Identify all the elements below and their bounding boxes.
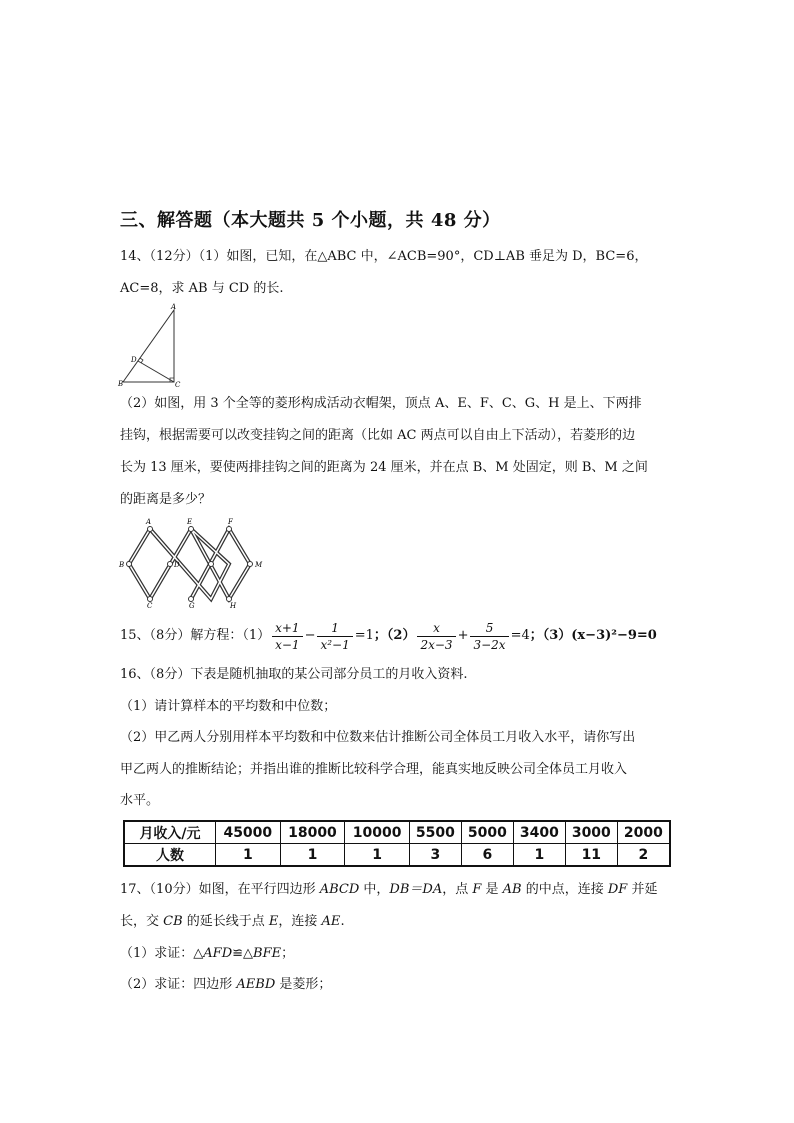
- q15-sep2: ；（2）: [373, 628, 416, 643]
- q16-line5: 水平。: [120, 793, 160, 808]
- table-cell: 45000: [216, 821, 281, 844]
- q16-line4: 甲乙两人的推断结论；并指出谁的推断比较科学合理，能真实地反映公司全体员工月收入: [120, 762, 628, 777]
- eq2-rhs: =4: [510, 628, 530, 643]
- q17-line2: 长，交 CB 的延长线于点 E，连接 AE.: [120, 914, 345, 929]
- label-c: C: [175, 381, 181, 389]
- label-d: D: [131, 356, 137, 364]
- label-c: C: [147, 602, 153, 610]
- label-f: F: [228, 518, 233, 526]
- table-cell: 5000: [461, 821, 513, 844]
- label-a: A: [171, 303, 177, 311]
- eq2-fraction-2: $\frac{5}{3-2x}$: [470, 620, 508, 653]
- q17-line3: （1）求证：△AFD≌△BFE；: [120, 946, 295, 961]
- label-h: H: [230, 602, 237, 610]
- eq1-fraction-2: $\frac{1}{\text{x²−1}}$: [317, 620, 352, 653]
- eq2-fraction-1: $\frac{x}{2x-3}$: [417, 620, 455, 653]
- table-cell: 1: [513, 844, 565, 867]
- q14-part2-line1: （2）如图，用 3 个全等的菱形构成活动衣帽架，顶点 A、E、F、C、G、H 是上、下两排: [120, 396, 642, 411]
- triangle-figure: [115, 300, 185, 390]
- label-a: A: [146, 518, 152, 526]
- table-cell: 1: [345, 844, 410, 867]
- table-header-income: 月收入/元: [124, 821, 216, 844]
- q16-line1: 16、（8分）下表是随机抽取的某公司部分员工的月收入资料.: [120, 667, 468, 682]
- table-cell: 10000: [345, 821, 410, 844]
- q17-line4: （2）求证：四边形 AEBD 是菱形；: [120, 977, 332, 992]
- table-cell: 11: [565, 844, 617, 867]
- q16-line3: （2）甲乙两人分别用样本平均数和中位数来估计推断公司全体员工月收入水平，请你写出: [120, 730, 636, 745]
- q14-line2: AC=8，求 AB 与 CD 的长.: [120, 281, 284, 296]
- q17-line1: 17、（10分）如图，在平行四边形 ABCD 中，DB＝DA，点 F 是 AB 的中点，连接 DF 并延: [120, 882, 658, 897]
- table-cell: 1: [216, 844, 281, 867]
- table-cell: 3: [409, 844, 461, 867]
- eq1-minus: −: [304, 628, 316, 643]
- q14-part2-line4: 的距离是多少？: [120, 492, 212, 507]
- table-cell: 3400: [513, 821, 565, 844]
- table-cell: 6: [461, 844, 513, 867]
- table-cell: 2: [617, 844, 670, 867]
- label-b: B: [119, 561, 125, 569]
- q14-part2-line2: 挂钩，根据需要可以改变挂钩之间的距离（比如 AC 两点可以自由上下活动），若菱形的边: [120, 428, 636, 443]
- eq1-rhs: =1: [354, 628, 374, 643]
- label-d: D: [174, 561, 180, 569]
- label-m: M: [255, 561, 263, 569]
- q15-prefix: 15、（8分）解方程：（1）: [120, 628, 271, 643]
- table-cell: 18000: [280, 821, 345, 844]
- q16-line2: （1）请计算样本的平均数和中位数；: [120, 699, 337, 714]
- section-title: 三、解答题（本大题共 5 个小题，共 48 分）: [120, 210, 501, 231]
- table-cell: 3000: [565, 821, 617, 844]
- q15-equations: [120, 618, 657, 654]
- eq3: (x−3)²−9=0: [571, 628, 657, 643]
- label-e: E: [187, 518, 193, 526]
- q15-sep3: ；（3）: [529, 628, 572, 643]
- table-cell: 2000: [617, 821, 670, 844]
- eq1-fraction-1: $\frac{x+1}{x-1}$: [272, 620, 302, 653]
- rhombus-rack-figure: [115, 515, 275, 610]
- label-g: G: [189, 602, 195, 610]
- table-header-count: 人数: [124, 844, 216, 867]
- income-table: [123, 820, 671, 867]
- label-b: B: [118, 380, 124, 388]
- table-row: [124, 821, 670, 844]
- table-row: [124, 844, 670, 867]
- q14-part2-line3: 长为 13 厘米，要使两排挂钩之间的距离为 24 厘米，并在点 B、M 处固定，则 B、M 之间: [120, 460, 648, 475]
- table-cell: 5500: [409, 821, 461, 844]
- eq2-plus: +: [457, 628, 469, 643]
- q14-line1: 14、（12分）（1）如图，已知，在△ABC 中，∠ACB=90°，CD⊥AB 垂足为 D，BC=6，: [120, 249, 648, 264]
- table-cell: 1: [280, 844, 345, 867]
